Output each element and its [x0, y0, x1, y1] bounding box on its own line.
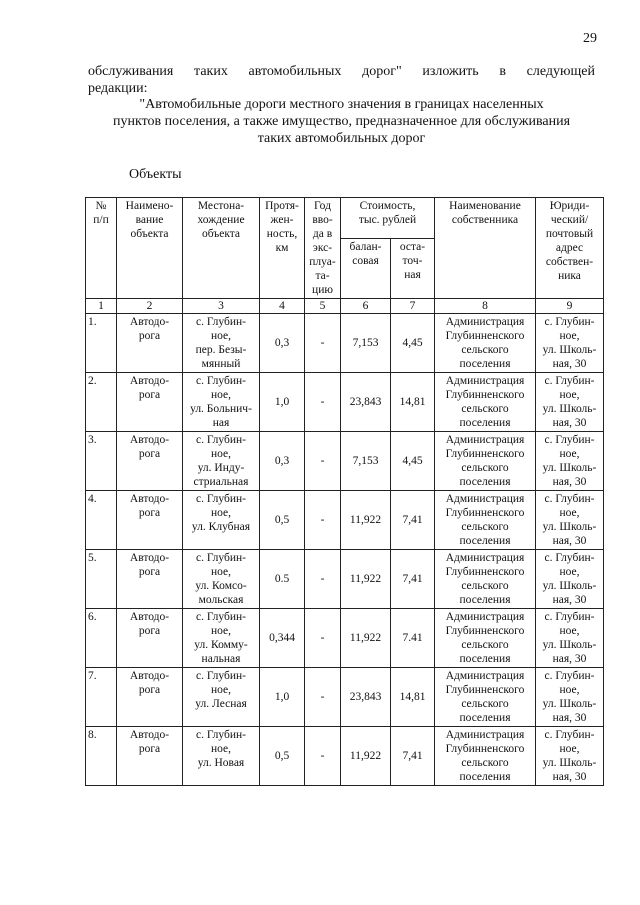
cell-address: с. Глубин- ное, ул. Школь- ная, 30	[536, 727, 604, 786]
column-index: 4	[260, 299, 305, 314]
table-row	[86, 314, 604, 373]
table-row	[86, 550, 604, 609]
cell-name: Автодо- рога	[117, 314, 183, 373]
objects-title: Объекты	[129, 167, 182, 182]
column-index: 7	[391, 299, 435, 314]
intro-word: следующей	[526, 64, 595, 79]
column-index: 3	[183, 299, 260, 314]
cell-name: Автодо- рога	[117, 550, 183, 609]
cell-location: с. Глубин- ное, пер. Безы- мянный	[183, 314, 260, 373]
cell-balance: 23,843	[341, 373, 391, 432]
page-number: 29	[583, 31, 597, 46]
intro-word: в	[499, 64, 506, 79]
table-row	[86, 727, 604, 786]
table-row	[86, 432, 604, 491]
intro-line-1	[88, 63, 595, 80]
cell-location: с. Глубин- ное, ул. Новая	[183, 727, 260, 786]
table-row	[86, 491, 604, 550]
header-cost-residual: оста- точ- ная	[391, 239, 435, 299]
cell-balance: 23,843	[341, 668, 391, 727]
cell-num: 7.	[86, 668, 117, 727]
intro-word: дорог"	[362, 64, 402, 79]
intro-word: таких	[194, 64, 228, 79]
cell-length: 1,0	[260, 668, 305, 727]
header-name: Наимено- вание объекта	[117, 198, 183, 299]
table-body	[86, 299, 604, 786]
cell-year: -	[305, 314, 341, 373]
cell-residual: 14,81	[391, 373, 435, 432]
intro-word: обслуживания	[88, 64, 174, 79]
cell-residual: 7,41	[391, 550, 435, 609]
cell-num: 2.	[86, 373, 117, 432]
header-num: № п/п	[86, 198, 117, 299]
cell-owner: Администрация Глубинненского сельского поселения	[435, 491, 536, 550]
cell-address: с. Глубин- ное, ул. Школь- ная, 30	[536, 668, 604, 727]
cell-length: 0,3	[260, 314, 305, 373]
cell-balance: 11,922	[341, 550, 391, 609]
intro-line-2: редакции:	[88, 81, 148, 96]
cell-year: -	[305, 727, 341, 786]
cell-length: 0,3	[260, 432, 305, 491]
column-index: 9	[536, 299, 604, 314]
cell-address: с. Глубин- ное, ул. Школь- ная, 30	[536, 314, 604, 373]
header-cost-balance: балан- совая	[341, 239, 391, 299]
cell-residual: 4,45	[391, 432, 435, 491]
cell-year: -	[305, 373, 341, 432]
cell-balance: 7,153	[341, 314, 391, 373]
cell-num: 5.	[86, 550, 117, 609]
quote-line: пунктов поселения, а также имущество, предназначенное для обслуживания	[112, 114, 571, 129]
cell-owner: Администрация Глубинненского сельского поселения	[435, 727, 536, 786]
intro-word: изложить	[422, 64, 479, 79]
quote-line: таких автомобильных дорог	[257, 131, 426, 146]
cell-balance: 11,922	[341, 727, 391, 786]
header-cost: Стоимость, тыс. рублей	[341, 198, 435, 239]
cell-name: Автодо- рога	[117, 432, 183, 491]
quoted-heading	[88, 96, 595, 147]
cell-year: -	[305, 609, 341, 668]
cell-owner: Администрация Глубинненского сельского поселения	[435, 609, 536, 668]
header-location: Местона- хождение объекта	[183, 198, 260, 299]
table-row	[86, 668, 604, 727]
cell-balance: 7,153	[341, 432, 391, 491]
cell-name: Автодо- рога	[117, 373, 183, 432]
intro-word: автомобильных	[248, 64, 342, 79]
cell-year: -	[305, 432, 341, 491]
cell-num: 1.	[86, 314, 117, 373]
header-length: Протя- жен- ность, км	[260, 198, 305, 299]
quote-line: "Автомобильные дороги местного значения в границах населенных	[139, 97, 544, 112]
header-owner: Наименование собственника	[435, 198, 536, 299]
cell-owner: Администрация Глубинненского сельского поселения	[435, 550, 536, 609]
header-address: Юриди- ческий/ почтовый адрес собствен- ника	[536, 198, 604, 299]
cell-name: Автодо- рога	[117, 727, 183, 786]
cell-balance: 11,922	[341, 491, 391, 550]
intro-paragraph	[88, 63, 595, 97]
cell-length: 0.5	[260, 550, 305, 609]
cell-num: 3.	[86, 432, 117, 491]
cell-residual: 14,81	[391, 668, 435, 727]
cell-year: -	[305, 491, 341, 550]
cell-residual: 7.41	[391, 609, 435, 668]
objects-table	[85, 197, 604, 786]
cell-address: с. Глубин- ное, ул. Школь- ная, 30	[536, 550, 604, 609]
cell-address: с. Глубин- ное, ул. Школь- ная, 30	[536, 609, 604, 668]
cell-balance: 11,922	[341, 609, 391, 668]
table-row	[86, 373, 604, 432]
column-index-row	[86, 299, 604, 314]
cell-location: с. Глубин- ное, ул. Больнич- ная	[183, 373, 260, 432]
cell-num: 8.	[86, 727, 117, 786]
cell-residual: 7,41	[391, 727, 435, 786]
cell-name: Автодо- рога	[117, 491, 183, 550]
cell-address: с. Глубин- ное, ул. Школь- ная, 30	[536, 432, 604, 491]
column-index: 2	[117, 299, 183, 314]
cell-name: Автодо- рога	[117, 609, 183, 668]
table-row	[86, 609, 604, 668]
cell-year: -	[305, 668, 341, 727]
cell-residual: 7,41	[391, 491, 435, 550]
cell-location: с. Глубин- ное, ул. Клубная	[183, 491, 260, 550]
cell-length: 0,344	[260, 609, 305, 668]
column-index: 1	[86, 299, 117, 314]
cell-num: 6.	[86, 609, 117, 668]
column-index: 5	[305, 299, 341, 314]
cell-residual: 4,45	[391, 314, 435, 373]
cell-address: с. Глубин- ное, ул. Школь- ная, 30	[536, 491, 604, 550]
column-index: 8	[435, 299, 536, 314]
cell-location: с. Глубин- ное, ул. Комсо- мольская	[183, 550, 260, 609]
cell-length: 0,5	[260, 727, 305, 786]
cell-length: 1,0	[260, 373, 305, 432]
column-index: 6	[341, 299, 391, 314]
cell-address: с. Глубин- ное, ул. Школь- ная, 30	[536, 373, 604, 432]
header-year: Год вво- да в экс- плуа- та- цию	[305, 198, 341, 299]
cell-location: с. Глубин- ное, ул. Комму- нальная	[183, 609, 260, 668]
cell-owner: Администрация Глубинненского сельского поселения	[435, 668, 536, 727]
cell-length: 0,5	[260, 491, 305, 550]
cell-owner: Администрация Глубинненского сельского поселения	[435, 314, 536, 373]
cell-owner: Администрация Глубинненского сельского поселения	[435, 432, 536, 491]
cell-location: с. Глубин- ное, ул. Инду- стриальная	[183, 432, 260, 491]
cell-owner: Администрация Глубинненского сельского поселения	[435, 373, 536, 432]
cell-year: -	[305, 550, 341, 609]
cell-location: с. Глубин- ное, ул. Лесная	[183, 668, 260, 727]
cell-num: 4.	[86, 491, 117, 550]
cell-name: Автодо- рога	[117, 668, 183, 727]
